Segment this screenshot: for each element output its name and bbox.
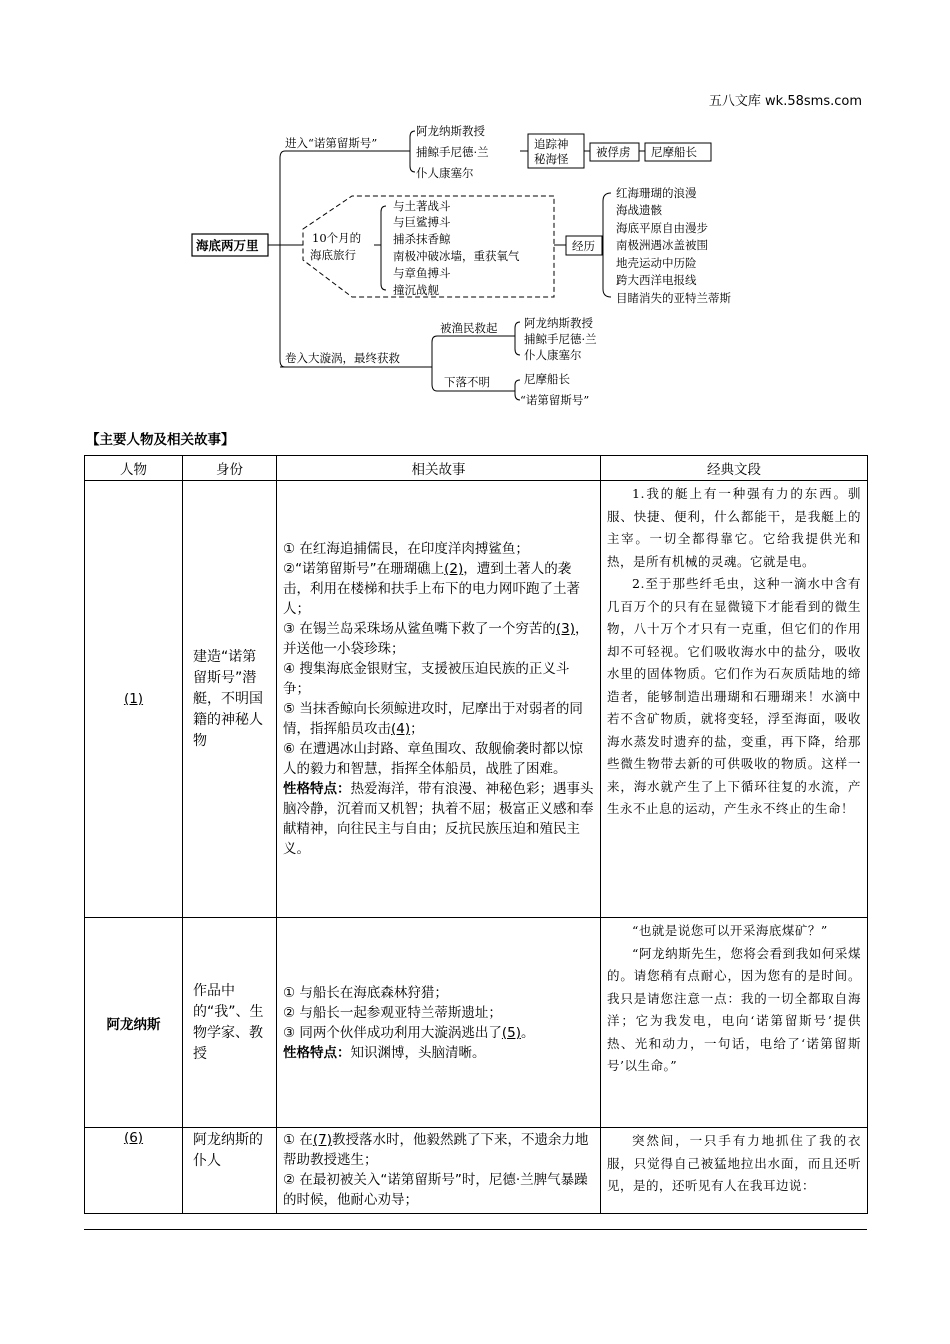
quote-2-para: “阿龙纳斯先生，您将会看到我如何采煤的。请您稍有点耐心，因为您有的是时间。我只是请您注意一点：我的一切全都取自海洋；它为我发电，电向‘诺第留斯号’提供热、光和动力，一句话，电给了‘诺第留斯号’以生命。” [607,945,861,1073]
blank-3: (3) [555,621,576,637]
step1-line2: 秘海怪 [534,152,569,166]
quote-1-para: 2.至于那些纤毛虫，这种一滴水中含有几百万个的只有在显微镜下才能看到的微生物，八十万个才只有一克重，但它们的作用却不可轻视。它们吸收海水中的盐分，吸收水里的固体物质。它们作为石灰质陆地的缔造者，能够制造出珊瑚和石珊瑚来！水滴中若不含矿物质，就将变轻，浮至海面，吸收海水蒸发时遗弃的盐，变重，再下降，给那些微生物带去新的可供吸收的物质。这样一来，海水就产生了上下循环往复的水流，产生永不止息的运动，产生永不终止的生命！ [607,576,861,816]
story-1-item: ④ 搜集海底金银财宝，支援被压迫民族的正义斗争； [283,661,570,697]
watermark: 五八文库 wk.58sms.com [708,94,862,109]
step3-label: 尼摩船长 [651,145,697,159]
branch2-label-line2: 海底旅行 [310,248,356,262]
blank-6: (6) [123,1130,144,1146]
blank-1: (1) [123,691,144,707]
event-6: 撞沉战舰 [393,283,439,297]
story-2-item: ③ 同两个伙伴成功利用大漩涡逃出了(5)。 [283,1024,535,1041]
person-2: 阿龙纳斯 [85,918,183,1128]
unknown-label: 下落不明 [444,375,490,389]
branch1-person-1: 阿龙纳斯教授 [416,124,485,138]
experience-7: 目睹消失的亚特兰蒂斯 [616,291,731,305]
unknown-item-1: 尼摩船长 [524,372,570,386]
trait-2: 性格特点：知识渊博，头脑清晰。 [283,1044,486,1061]
characters-table [84,455,868,1214]
story-1-item: ⑥ 在遭遇冰山封路、章鱼围攻、敌舰偷袭时都以惊人的毅力和智慧，指挥全体船员，战胜了困难。 [283,741,583,777]
step1-line1: 追踪神 [534,137,569,151]
rescued-person-2: 捕鲸手尼德·兰 [524,332,597,346]
table-header-row [85,456,868,481]
story-1 [277,481,601,918]
event-3: 捕杀抹香鲸 [393,232,451,246]
blank-7: (7) [312,1132,333,1148]
step2-label: 被俘虏 [596,145,631,159]
experience-3: 海底平原自由漫步 [616,221,708,235]
experience-6: 跨大西洋电报线 [616,273,697,287]
quote-1-para: 1.我的艇上有一种强有力的东西。驯服、快捷、便利，什么都能干，是我艇上的主宰。一切全都得靠它。它给我提供光和热，是所有机械的灵魂。它就是电。 [607,486,861,569]
story-3-item: ① 在(7)教授落水时，他毅然跳了下来，不遗余力地帮助教授逃生； [283,1132,589,1168]
table-row [85,1128,868,1214]
quote-2-para: “也就是说您可以开采海底煤矿？” [632,923,828,938]
plot-diagram [0,0,950,430]
experience-4: 南极洲遇冰盖被围 [616,238,708,252]
footer-divider [84,1229,867,1230]
story-1-item: ③ 在锡兰岛采珠场从鲨鱼嘴下救了一个穷苦的(3)，并送他一小袋珍珠； [283,621,589,657]
branch2-label-line1: 10个月的 [312,231,362,245]
experience-5: 地壳运动中历险 [616,256,697,270]
event-4: 南极冲破冰墙，重获氧气 [393,249,520,263]
story-2 [277,918,601,1128]
branch1-label: 进入“诺第留斯号” [285,136,378,150]
experience-2: 海战遗骸 [616,203,662,217]
header-identity: 身份 [183,456,277,481]
table-row [85,481,868,918]
identity-3: 阿龙纳斯的仆人 [183,1128,277,1214]
story-1-item: ⑤ 当抹香鲸向长须鲸进攻时，尼摩出于对弱者的同情，指挥船员攻击(4)； [283,701,583,737]
header-person: 人物 [85,456,183,481]
root-label: 海底两万里 [196,238,259,253]
header-story: 相关故事 [277,456,601,481]
story-3-item: ② 在最初被关入“诺第留斯号”时，尼德·兰脾气暴躁的时候，他耐心劝导； [283,1172,588,1208]
branch1-person-2: 捕鲸手尼德·兰 [416,145,489,159]
identity-1: 建造“诺第留斯号”潜艇，不明国籍的神秘人物 [183,481,277,918]
event-5: 与章鱼搏斗 [393,266,451,280]
rescued-label: 被渔民救起 [440,321,498,335]
quote-3-para: 突然间，一只手有力地抓住了我的衣服，只觉得自己被猛地拉出水面，而且还听见，是的，还听见有人在我耳边说： [607,1133,861,1193]
trait-1: 性格特点：热爱海洋，带有浪漫、神秘色彩；遇事头脑冷静，沉着而又机智；执着不屈；极富正义感和奉献精神，向往民主与自由；反抗民族压迫和殖民主义。 [283,781,594,857]
event-2: 与巨鲨搏斗 [393,215,451,229]
blank-5: (5) [501,1024,522,1041]
experience-1: 红海珊瑚的浪漫 [616,186,697,200]
table-row [85,918,868,1128]
rescued-person-3: 仆人康塞尔 [524,348,582,362]
branch3-label: 卷入大漩涡，最终获救 [285,351,400,365]
rescued-person-1: 阿龙纳斯教授 [524,316,593,330]
blank-4: (4) [391,721,411,737]
blank-2: (2) [444,561,464,577]
header-quote: 经典文段 [601,456,868,481]
experience-label: 经历 [572,239,595,253]
story-3 [277,1128,601,1214]
quote-1 [601,481,868,918]
story-1-item: ②“诺第留斯号”在珊瑚礁上(2)，遭到土著人的袭击，利用在楼梯和扶手上布下的电力网吓跑了土著人； [283,561,580,617]
section-title: 【主要人物及相关故事】 [86,432,235,448]
story-2-item: ② 与船长一起参观亚特兰蒂斯遗址； [283,1004,502,1021]
identity-2: 作品中的“我”、生物学家、教授 [183,918,277,1128]
quote-2 [601,918,868,1128]
event-1: 与土著战斗 [393,199,451,213]
story-1-item: ① 在红海追捕儒艮，在印度洋肉搏鲨鱼； [283,541,529,557]
quote-3 [601,1128,868,1214]
branch1-person-3: 仆人康塞尔 [416,166,474,180]
unknown-item-2: “诺第留斯号” [520,393,590,407]
story-2-item: ① 与船长在海底森林狩猎； [283,984,448,1001]
